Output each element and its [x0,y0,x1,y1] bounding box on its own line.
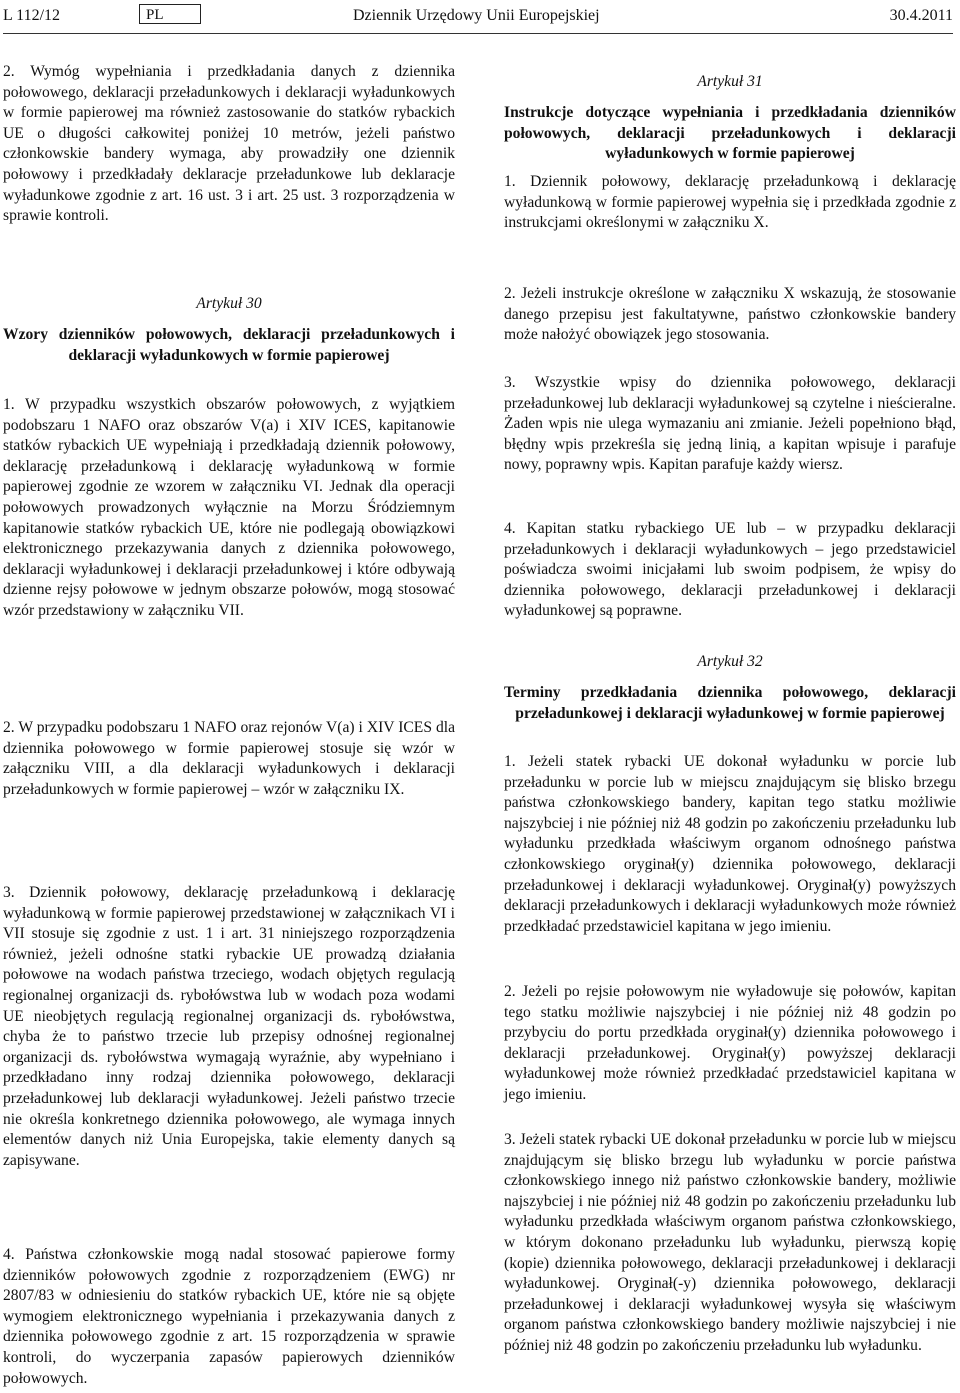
article-31-number: Artykuł 31 [697,73,763,90]
header-divider [3,33,953,34]
article-32-number: Artykuł 32 [697,653,763,670]
article-31-paragraph-2: 2. Jeżeli instrukcje określone w załączniku X wskazują, że stosowanie danego przepisu jest fakultatywne, państwo członkowskie bandery może nałożyć obowiązek jego stosowania. [504,285,956,344]
article-31-paragraph-3: 3. Wszystkie wpisy do dziennika połowowego, deklaracji przeładunkowej lub deklaracji wyładunkowej są czytelne i nieścieralne. Żaden wpis nie ulega wymazaniu ani zmianie. Jeżeli popełniono błąd, błędny wpis przekreśla się jedną linią, a kapitan wpisuje i parafuje nowy, poprawny wpis. Kapitan parafuje każdy wiersz. [504,374,956,474]
article-32-paragraph-2: 2. Jeżeli po rejsie połowowym nie wyładowuje się połowów, kapitan tego statku możliwie najszybciej i nie później niż 48 godzin po przybyciu do portu przedkłada oryginał(y) dziennika połowowego i deklaracji przeładunkowej. Oryginał(y) powyższej deklaracji wyładunkowej może również przedkładać przedstawiciel kapitana w jego imieniu. [504,983,956,1103]
issue-date: 30.4.2011 [889,7,953,24]
paragraph-intro: 2. Wymóg wypełniania i przedkładania danych z dziennika połowowego, deklaracji przeładunkowych i deklaracji wyładunkowych w formie papierowej ma również zastosowanie do statków rybackich UE o długości całkowitej poniżej 10 metrów, jeżeli państwo członkowskie bandery wymaga, aby prowadziły one dziennik połowowy i przedkładały deklaracje przeładunkowe lub deklaracje wyładunkowe zgodnie z art. 16 ust. 3 i art. 25 ust. 3 rozporządzenia w sprawie kontroli. [3,63,455,225]
page-reference: L 112/12 [3,7,61,24]
article-32-paragraph-3: 3. Jeżeli statek rybacki UE dokonał przeładunku w porcie lub w miejscu znajdującym się blisko brzegu lub wyładunku w porcie państwa członkowskiego innego niż państwo członkowskie bandery, możliwie najszybciej i nie później niż 48 godzin po zakończeniu przeładunku lub wyładunku przedkłada właściwym organom państwa członkowskiego, w którym dokonano przeładunku lub wyładunku, pierwszą kopię (kopie) dziennika połowowego, deklaracji przeładunkowej i deklaracji wyładunkowej. Oryginał(-y) dziennika połowowego, deklaracji przeładunkowej i deklaracji wyładunkowej wysyła się właściwym organom państwa członkowskiego bandery możliwie najszybciej i nie później niż 48 godzin po zakończeniu przeładunku lub wyładunku. [504,1131,956,1354]
article-32-paragraph-1: 1. Jeżeli statek rybacki UE dokonał wyładunku w porcie lub przeładunku w porcie lub w miejscu znajdującym się blisko brzegu państwa członkowskiego bandery, kapitan tego statku możliwie najszybciej i nie później niż 48 godzin po zakończeniu przeładunku lub wyładunku przedkłada właściwym organom odnośnego państwa członkowskiego oryginał(y) dziennika połowowego, deklaracji przeładunkowej i deklaracji wyładunkowej. Oryginał(y) powyższych deklaracji przeładunkowych i deklaracji wyładunkowych może również przedkładać przedstawiciel kapitana w jego imieniu. [504,753,956,935]
article-30-title: Wzory dzienników połowowych, deklaracji przeładunkowych i deklaracji wyładunkowych w formie papierowej [3,326,455,364]
article-30-number: Artykuł 30 [196,295,262,312]
language-badge: PL [139,4,201,24]
article-30-paragraph-3: 3. Dziennik połowowy, deklarację przeładunkową i deklarację wyładunkową w formie papierowej przedstawionej w załącznikach VI i VII stosuje się zgodnie z ust. 1 i art. 31 niniejszego rozporządzenia również, jeżeli odnośne statki rybackie UE prowadzą działania połowowe na wodach państwa trzeciego, wodach objętych regulacją regionalnej organizacji ds. rybołówstwa lub w wodach poza wodami UE nieobjętych regulacją regionalnej organizacji ds. rybołówstwa, chyba że to państwo trzecie lub przepisy odnośnej regionalnej organizacji ds. rybołówstwa wymagają wyraźnie, aby wypełniano i przedkładano inny rodzaj dziennika połowowego, deklaracji przeładunkowej lub deklaracji wyładunkowej. Jeżeli państwo trzecie nie określa konkretnego dziennika połowowego, ale wymaga innych elementów danych niż Unia Europejska, takie elementy danych są zapisywane. [3,884,455,1169]
article-30-paragraph-1: 1. W przypadku wszystkich obszarów połowowych, z wyjątkiem podobszaru 1 NAFO oraz obszarów V(a) i XIV ICES, kapitanowie statków rybackich UE wypełniają i przedkładają dziennik połowowy, deklarację przeładunkową i deklarację wyładunkową w formie papierowej zgodnie ze wzorem w załączniku VI. Jednak dla operacji połowowych prowadzonych wyłącznie na Morzu Śródziemnym kapitanowie statków rybackich UE, które nie podlegają obowiązkowi elektronicznego przekazywania danych z dziennika połowowego, deklaracji wyładunkowej i deklaracji przeładunkowej i które odbywają dzienne rejsy połowowe w jednym obszarze połowów, mogą stosować wzór przedstawiony w załączniku VII. [3,396,455,619]
journal-title: Dziennik Urzędowy Unii Europejskiej [353,7,600,24]
article-31-title: Instrukcje dotyczące wypełniania i przedkładania dzienników połowowych, deklaracji przeładunkowych i deklaracji wyładunkowych w formie papierowej [504,104,956,163]
article-31-paragraph-1: 1. Dziennik połowowy, deklarację przeładunkową i deklarację wyładunkową w formie papierowej wypełnia się i przedkłada zgodnie z instrukcjami określonymi w załączniku X. [504,173,956,232]
article-32-title: Terminy przedkładania dziennika połowowego, deklaracji przeładunkowej i deklaracji wyładunkowej w formie papierowej [504,684,956,722]
article-31-paragraph-4: 4. Kapitan statku rybackiego UE lub – w przypadku deklaracji przeładunkowych i deklaracji wyładunkowych – jego przedstawiciel poświadcza swoimi inicjałami lub swoim podpisem, że wpisy do dziennika połowowego, deklaracji przeładunkowej i deklaracji wyładunkowej są poprawne. [504,520,956,620]
article-30-paragraph-2: 2. W przypadku podobszaru 1 NAFO oraz rejonów V(a) i XIV ICES dla dziennika połowowego w formie papierowej stosuje się wzór w załączniku VIII, a dla deklaracji wyładunkowych i deklaracji przeładunkowych w formie papierowej – wzór w załączniku IX. [3,719,455,798]
article-30-paragraph-4: 4. Państwa członkowskie mogą nadal stosować papierowe formy dzienników połowowych zgodnie z rozporządzeniem (EWG) nr 2807/83 w odniesieniu do statków rybackich UE, które nie są objęte wymogiem elektronicznego wypełniania i przekazywania danych z dziennika połowowego zgodnie z art. 15 rozporządzenia w sprawie kontroli, do wyczerpania zapasów papierowych dzienników połowowych. [3,1246,455,1387]
page-header [3,4,953,28]
